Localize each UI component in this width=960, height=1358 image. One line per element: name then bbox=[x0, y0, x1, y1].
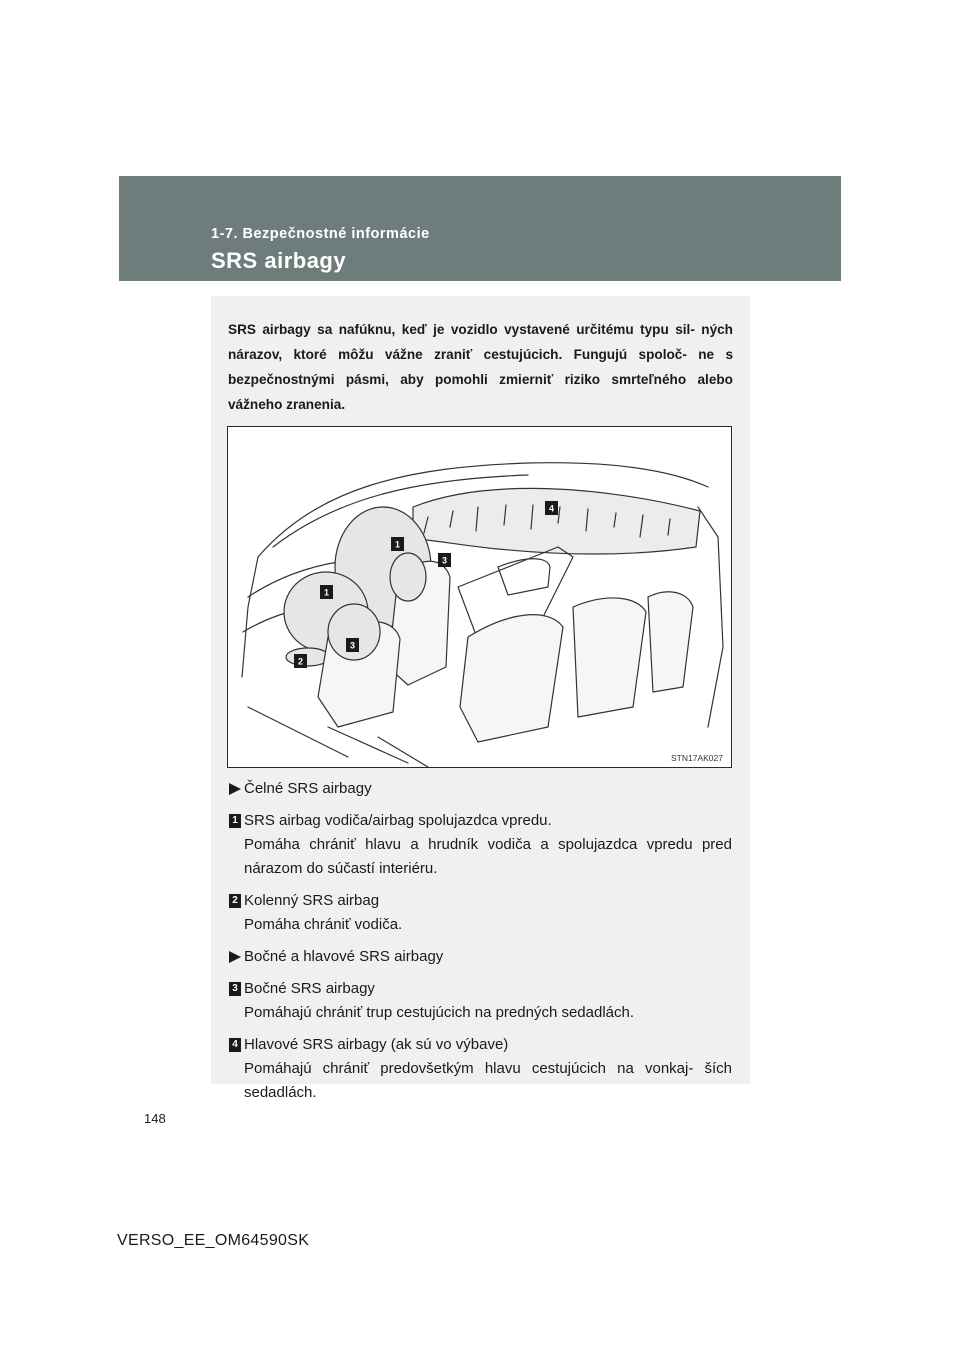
callout-4: 4 bbox=[548, 503, 555, 514]
item-title: SRS airbag vodiča/airbag spolujazdca vpredu. bbox=[244, 812, 552, 829]
list-item bbox=[229, 889, 732, 937]
callout-3a: 3 bbox=[441, 555, 448, 566]
car-interior-drawing bbox=[228, 427, 732, 768]
item-description: Pomáha chrániť hlavu a hrudník vodiča a spolujazdca vpredu pred nárazom do súčastí interiéru. bbox=[244, 836, 732, 877]
content-panel bbox=[211, 296, 750, 1101]
item-title: Kolenný SRS airbag bbox=[244, 892, 380, 909]
callout-2: 2 bbox=[297, 656, 304, 667]
item-title: Bočné SRS airbagy bbox=[244, 980, 375, 997]
airbag-illustration bbox=[227, 426, 732, 768]
callout-1b: 1 bbox=[323, 587, 330, 598]
intro-paragraph: SRS airbagy sa nafúknu, keď je vozidlo vystavené určitému typu sil- ných nárazov, ktoré môžu vážne zraniť cestujúcich. Fungujú spoloč- ne s bezpečnostnými pásmi, aby pomohli zmierniť riziko smrteľného alebo vážneho zranenia. bbox=[228, 322, 733, 412]
callout-3b: 3 bbox=[349, 640, 356, 651]
item-number-badge: 4 bbox=[229, 1038, 241, 1052]
subheading-side-curtain bbox=[229, 945, 732, 969]
callout-1a: 1 bbox=[394, 539, 401, 550]
section-label: 1-7. Bezpečnostné informácie bbox=[211, 226, 430, 242]
document-code: VERSO_EE_OM64590SK bbox=[117, 1232, 310, 1249]
triangle-bullet-icon bbox=[229, 783, 241, 795]
item-title: Hlavové SRS airbagy (ak sú vo výbave) bbox=[244, 1036, 509, 1053]
subheading-text: Bočné a hlavové SRS airbagy bbox=[244, 948, 444, 965]
item-number-badge: 2 bbox=[229, 894, 241, 908]
page-number: 148 bbox=[144, 1111, 166, 1126]
item-number-badge: 1 bbox=[229, 814, 241, 828]
list-item bbox=[229, 809, 732, 881]
item-number-badge: 3 bbox=[229, 982, 241, 996]
item-description: Pomáhajú chrániť trup cestujúcich na predných sedadlách. bbox=[244, 1004, 635, 1021]
chapter-header bbox=[119, 176, 841, 281]
triangle-bullet-icon bbox=[229, 951, 241, 963]
airbag-list bbox=[229, 777, 732, 1113]
list-item bbox=[229, 1033, 732, 1105]
page-title: SRS airbagy bbox=[211, 248, 347, 273]
subheading-text: Čelné SRS airbagy bbox=[244, 780, 372, 797]
list-item bbox=[229, 977, 732, 1025]
item-description: Pomáha chrániť vodiča. bbox=[244, 916, 403, 933]
subheading-frontal bbox=[229, 777, 732, 801]
item-description: Pomáhajú chrániť predovšetkým hlavu cestujúcich na vonkaj- ších sedadlách. bbox=[244, 1060, 732, 1101]
figure-code: STN17AK027 bbox=[671, 753, 723, 763]
